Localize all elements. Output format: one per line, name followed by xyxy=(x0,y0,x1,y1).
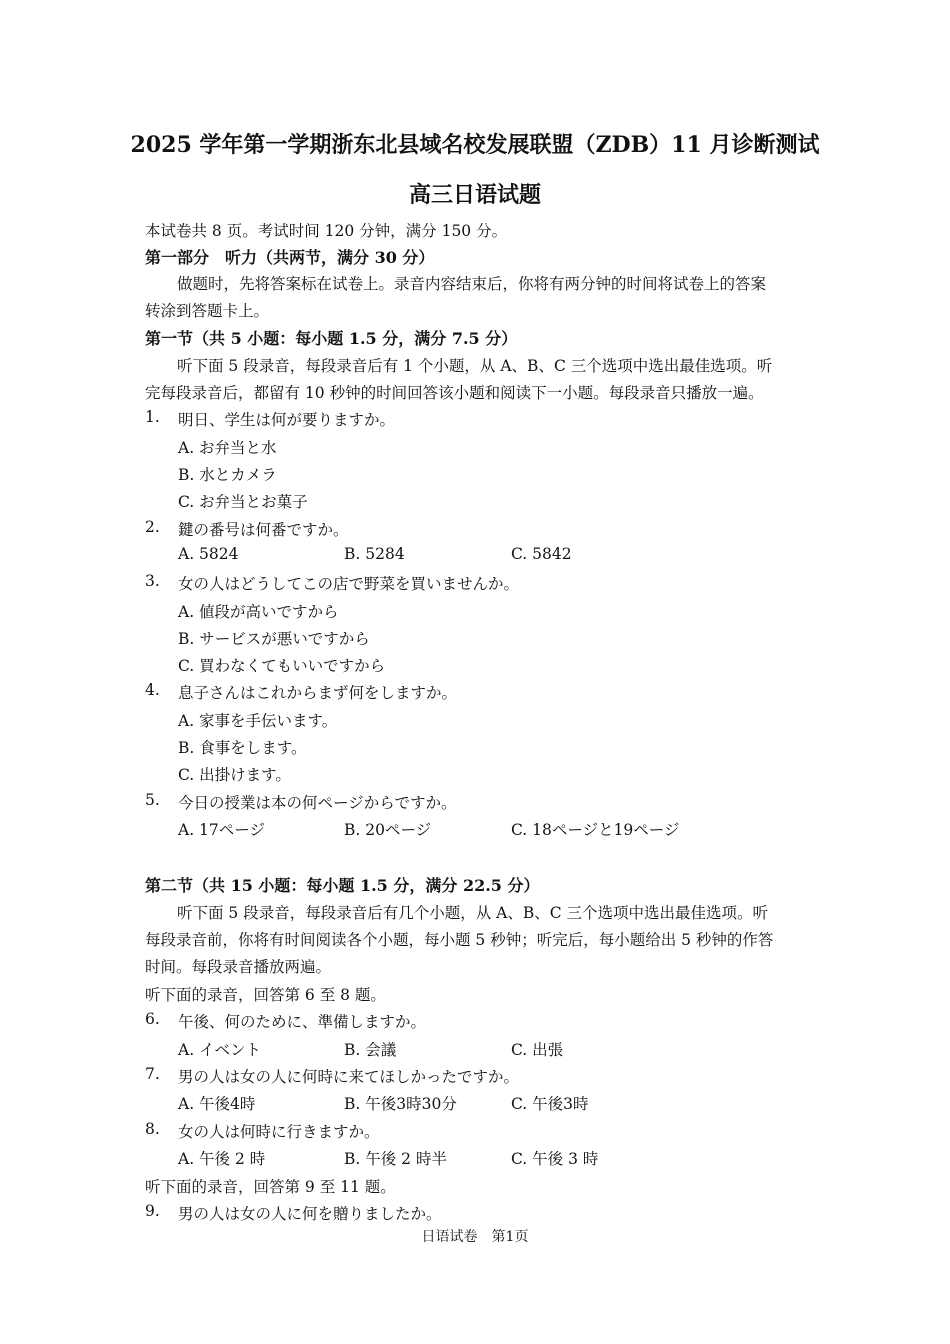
question-text: 男の人は女の人に何時に来てほしかったですか。 xyxy=(178,1068,520,1086)
question-number: 5. xyxy=(145,791,160,809)
option-a: A. イベント xyxy=(178,1041,262,1059)
question-number: 2. xyxy=(145,518,160,536)
option-c: C. 午後 3 時 xyxy=(511,1150,599,1168)
option-a: A. 午後4時 xyxy=(178,1095,256,1113)
option-b: B. サービスが悪いですから xyxy=(178,630,370,648)
option-b: B. 20ページ xyxy=(344,821,432,839)
option-b: B. 食事をします。 xyxy=(178,739,307,757)
option-c: C. 18ページと19ページ xyxy=(511,821,680,839)
section2-instruction-line2: 每段录音前，你将有时间阅读各个小题，每小题 5 秒钟；听完后，每小题给出 5 秒钟的作答 xyxy=(145,931,774,949)
question-number: 3. xyxy=(145,572,160,590)
option-c: C. 出掛けます。 xyxy=(178,766,291,784)
page-footer: 日语试卷 第1页 xyxy=(421,1229,529,1245)
exam-subtitle: 高三日语试题 xyxy=(408,182,541,208)
section2-heading: 第二节（共 15 小题：每小题 1.5 分，满分 22.5 分） xyxy=(145,876,540,895)
option-a: A. 家事を手伝います。 xyxy=(178,712,338,730)
option-c: C. お弁当とお菓子 xyxy=(178,493,308,511)
option-c: C. 5842 xyxy=(511,545,572,563)
question-text: 女の人は何時に行きますか。 xyxy=(178,1123,380,1141)
question-text: 女の人はどうしてこの店で野菜を買いませんか。 xyxy=(178,575,520,593)
option-b: B. 5284 xyxy=(344,545,405,563)
section1-instruction-line2: 完每段录音后，都留有 10 秒钟的时间回答该小题和阅读下一小题。每段录音只播放一遍。 xyxy=(145,384,764,402)
question-text: 明日、学生は何が要りますか。 xyxy=(178,411,396,429)
section2-instruction-line1: 听下面 5 段录音，每段录音后有几个小题，从 A、B、C 三个选项中选出最佳选项。听 xyxy=(177,904,769,922)
option-a: A. 午後 2 時 xyxy=(178,1150,266,1168)
question-number: 1. xyxy=(145,408,160,426)
question-number: 4. xyxy=(145,681,160,699)
option-a: A. 5824 xyxy=(178,545,239,563)
option-b: B. 午後3時30分 xyxy=(344,1095,457,1113)
group-intro: 听下面的录音，回答第 6 至 8 题。 xyxy=(145,986,386,1004)
question-text: 今日の授業は本の何ページからですか。 xyxy=(178,794,457,812)
part1-instruction-line2: 转涂到答题卡上。 xyxy=(145,302,270,320)
exam-info: 本试卷共 8 页。考试时间 120 分钟，满分 150 分。 xyxy=(145,222,508,240)
option-b: B. 会議 xyxy=(344,1041,397,1059)
section2-instruction-line3: 时间。每段录音播放两遍。 xyxy=(145,958,332,976)
section1-heading: 第一节（共 5 小题：每小题 1.5 分，满分 7.5 分） xyxy=(145,329,518,348)
option-a: A. 17ページ xyxy=(178,821,265,839)
group-intro: 听下面的录音，回答第 9 至 11 题。 xyxy=(145,1178,396,1196)
option-b: B. 午後 2 時半 xyxy=(344,1150,447,1168)
option-c: C. 買わなくてもいいですから xyxy=(178,657,386,675)
question-text: 午後、何のために、準備しますか。 xyxy=(178,1013,427,1031)
section1-instruction-line1: 听下面 5 段录音，每段录音后有 1 个小题，从 A、B、C 三个选项中选出最佳选项。听 xyxy=(177,357,773,375)
option-a: A. お弁当と水 xyxy=(178,439,277,457)
question-number: 7. xyxy=(145,1065,160,1083)
option-c: C. 出張 xyxy=(511,1041,564,1059)
question-number: 8. xyxy=(145,1120,160,1138)
question-number: 6. xyxy=(145,1010,160,1028)
question-text: 鍵の番号は何番ですか。 xyxy=(178,521,349,539)
part1-instruction-line1: 做题时，先将答案标在试卷上。录音内容结束后，你将有两分钟的时间将试卷上的答案 xyxy=(177,275,767,293)
question-number: 9. xyxy=(145,1202,160,1220)
question-text: 男の人は女の人に何を贈りましたか。 xyxy=(178,1205,442,1223)
exam-title: 2025 学年第一学期浙东北县域名校发展联盟（ZDB）11 月诊断测试 xyxy=(130,132,820,158)
option-b: B. 水とカメラ xyxy=(178,466,277,484)
option-c: C. 午後3時 xyxy=(511,1095,589,1113)
question-text: 息子さんはこれからまず何をしますか。 xyxy=(178,684,458,702)
part1-heading: 第一部分 听力（共两节，满分 30 分） xyxy=(145,248,435,267)
option-a: A. 値段が高いですから xyxy=(178,603,339,621)
